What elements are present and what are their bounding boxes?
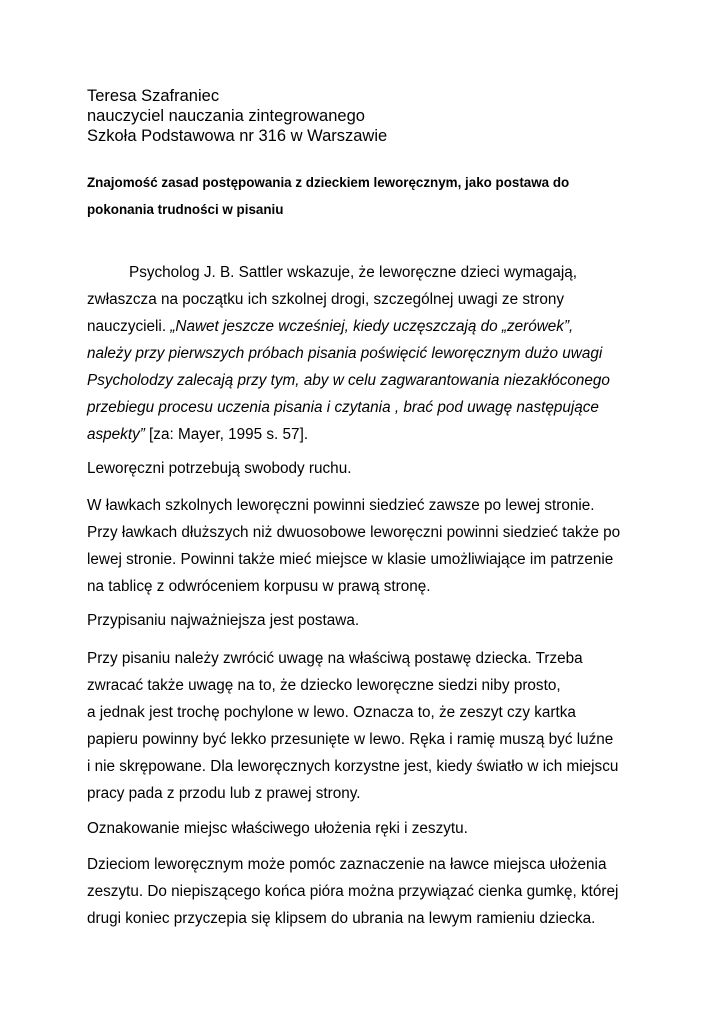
paragraph-line: W ławkach szkolnych leworęczni powinni siedzieć zawsze po lewej stronie. — [87, 497, 595, 514]
paragraph-text: nauczycieli. — [87, 318, 171, 335]
paragraph-line: na tablicę z odwróceniem korpusu w prawą stronę. — [87, 578, 431, 595]
paragraph-seating — [87, 492, 647, 600]
author-school: Szkoła Podstawowa nr 316 w Warszawie — [87, 127, 388, 145]
author-role: nauczyciel nauczania zintegrowanego — [87, 107, 365, 125]
quotation-text: „Nawet jeszcze wcześniej, kiedy uczęszczają do „zerówek”, — [170, 318, 574, 335]
paragraph-line: Dzieciom leworęcznym może pomóc zaznaczenie na ławce miejsca ułożenia — [87, 856, 607, 873]
paragraph-line: Przy ławkach dłuższych niż dwuosobowe leworęczni powinni siedzieć także po — [87, 524, 621, 541]
title-line: pokonania trudności w pisaniu — [87, 202, 284, 217]
paragraph-line: Leworęczni potrzebują swobody ruchu. — [87, 460, 352, 477]
quotation-text: aspekty” — [87, 426, 145, 443]
paragraph-line: zwracać także uwagę na to, że dziecko leworęczne siedzi niby prosto, — [87, 677, 561, 694]
paragraph-line: a jednak jest trochę pochylone w lewo. Oznacza to, że zeszyt czy kartka — [87, 704, 576, 721]
paragraph-line: Przy pisaniu należy zwrócić uwagę na właściwą postawę dziecka. Trzeba — [87, 650, 583, 667]
document-title — [87, 169, 647, 223]
paragraph-marking-heading — [87, 815, 647, 842]
intro-paragraph — [87, 259, 647, 448]
author-block — [87, 86, 387, 146]
paragraph-line — [87, 421, 647, 448]
quotation-line: Psycholodzy zalecają przy tym, aby w celu zagwarantowania niezakłóconego — [87, 372, 610, 389]
paragraph-posture — [87, 645, 647, 807]
quotation-line: przebiegu procesu uczenia pisania i czytania , brać pod uwagę następujące — [87, 399, 599, 416]
paragraph-left-handed-freedom — [87, 455, 647, 482]
citation-text: [za: Mayer, 1995 s. 57]. — [144, 426, 309, 443]
quotation-line: należy przy pierwszych próbach pisania poświęcić leworęcznym dużo uwagi — [87, 345, 603, 362]
paragraph-line: zwłaszcza na początku ich szkolnej drogi, szczególnej uwagi ze strony — [87, 291, 564, 308]
paragraph-marking — [87, 851, 647, 932]
paragraph-line: lewej stronie. Powinni także mieć miejsce w klasie umożliwiające im patrzenie — [87, 551, 614, 568]
paragraph-line: pracy pada z przodu lub z prawej strony. — [87, 785, 361, 802]
paragraph-line: papieru powinny być lekko przesunięte w lewo. Ręka i ramię muszą być luźne — [87, 731, 614, 748]
paragraph-line: i nie skrępowane. Dla leworęcznych korzystne jest, kiedy światło w ich miejscu — [87, 758, 619, 775]
paragraph-line: Oznakowanie miejsc właściwego ułożenia ręki i zeszytu. — [87, 820, 468, 837]
author-name: Teresa Szafraniec — [87, 87, 220, 105]
paragraph-line: zeszytu. Do niepiszącego końca pióra można przywiązać cienka gumkę, której — [87, 883, 619, 900]
paragraph-line — [87, 313, 647, 340]
title-line: Znajomość zasad postępowania z dzieckiem leworęcznym, jako postawa do — [87, 175, 570, 190]
paragraph-line: drugi koniec przyczepia się klipsem do ubrania na lewym ramieniu dziecka. — [87, 910, 596, 927]
paragraph-posture-heading — [87, 607, 647, 634]
paragraph-line: Psycholog J. B. Sattler wskazuje, że leworęczne dzieci wymagają, — [129, 264, 578, 281]
paragraph-line: Przypisaniu najważniejsza jest postawa. — [87, 612, 360, 629]
